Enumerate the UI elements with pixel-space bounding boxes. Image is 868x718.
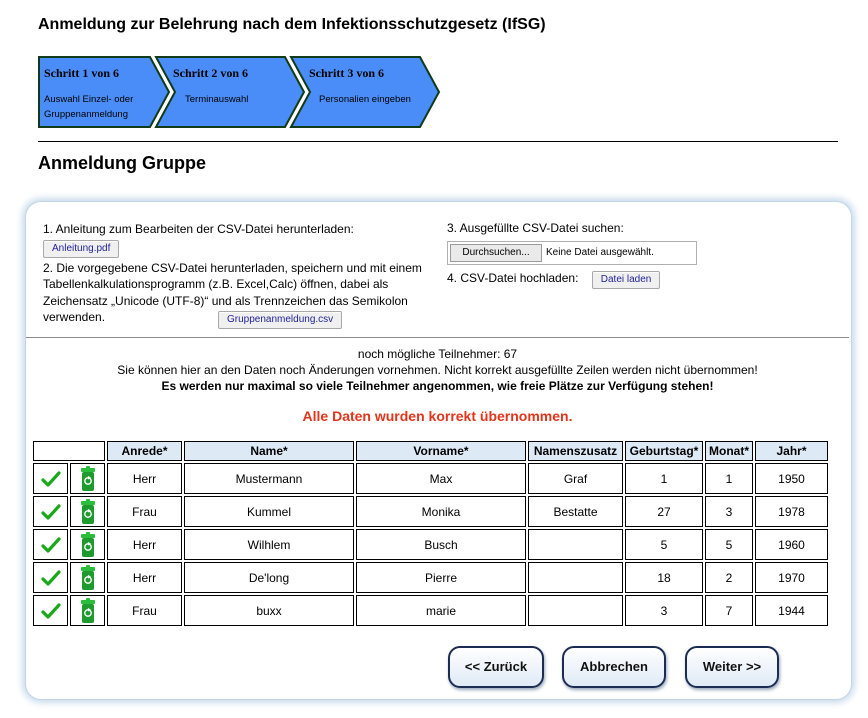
actions-header — [33, 441, 105, 461]
step-3-number: Schritt 3 von 6 — [309, 66, 384, 80]
checkmark-icon — [41, 503, 61, 521]
cell-vorname[interactable]: Busch — [356, 529, 526, 560]
participants-table — [31, 439, 830, 628]
cell-tag[interactable]: 5 — [625, 529, 703, 560]
step-1-desc: Auswahl Einzel- oder Gruppenanmeldung — [44, 94, 134, 120]
row-delete-cell[interactable] — [70, 463, 105, 494]
step1-text: 1. Anleitung zum Bearbeiten der CSV-Datei herunterladen: — [43, 222, 354, 236]
table-row — [33, 463, 828, 494]
section-title: Anmeldung Gruppe — [38, 153, 206, 173]
cell-zusatz[interactable] — [528, 529, 623, 560]
cell-name[interactable]: De'long — [184, 562, 354, 593]
upload-instructions — [43, 221, 423, 326]
page-title: Anmeldung zur Belehrung nach dem Infektionsschutzgesetz (IfSG) — [38, 16, 546, 33]
cell-monat[interactable]: 7 — [705, 595, 753, 626]
edit-note: Sie können hier an den Daten noch Änderungen vornehmen. Nicht korrekt ausgefüllte Zeilen werden nicht übernommen! — [117, 363, 758, 377]
pdf-download-button[interactable]: Anleitung.pdf — [43, 240, 119, 258]
recycle-bin-icon[interactable] — [79, 565, 97, 591]
cell-vorname[interactable]: Max — [356, 463, 526, 494]
browse-button[interactable]: Durchsuchen... — [450, 244, 542, 262]
header-geburtstag: Geburtstag* — [625, 441, 703, 461]
cell-name[interactable]: Mustermann — [184, 463, 354, 494]
cell-anrede[interactable]: Herr — [107, 529, 182, 560]
step-1-number: Schritt 1 von 6 — [44, 66, 119, 80]
cell-anrede[interactable]: Frau — [107, 496, 182, 527]
step-3-desc: Personalien eingeben — [319, 94, 411, 105]
header-anrede: Anrede* — [107, 441, 182, 461]
cell-jahr[interactable]: 1950 — [755, 463, 828, 494]
step-2-number: Schritt 2 von 6 — [173, 66, 248, 80]
header-namenszusatz: Namenszusatz — [528, 441, 623, 461]
step-arrows — [38, 56, 458, 128]
row-delete-cell[interactable] — [70, 562, 105, 593]
checkmark-icon — [41, 470, 61, 488]
table-row — [33, 595, 828, 626]
row-confirm-cell[interactable] — [33, 595, 68, 626]
cell-tag[interactable]: 1 — [625, 463, 703, 494]
step3-text: 3. Ausgefüllte CSV-Datei suchen: — [447, 221, 624, 235]
cell-tag[interactable]: 18 — [625, 562, 703, 593]
header-monat: Monat* — [705, 441, 753, 461]
cell-anrede[interactable]: Frau — [107, 595, 182, 626]
recycle-bin-icon[interactable] — [79, 499, 97, 525]
step-3-arrow — [291, 57, 439, 127]
remaining-participants: noch mögliche Teilnehmer: 67 — [357, 347, 518, 361]
cell-monat[interactable]: 1 — [705, 463, 753, 494]
cell-jahr[interactable]: 1978 — [755, 496, 828, 527]
step-progress — [38, 56, 458, 128]
cell-jahr[interactable]: 1970 — [755, 562, 828, 593]
upload-button[interactable]: Datei laden — [592, 271, 661, 289]
header-jahr: Jahr* — [755, 441, 828, 461]
csv-download-button[interactable]: Gruppenanmeldung.csv — [218, 311, 342, 329]
row-confirm-cell[interactable] — [33, 463, 68, 494]
step-2-desc: Terminauswahl — [185, 94, 249, 105]
cell-jahr[interactable]: 1960 — [755, 529, 828, 560]
recycle-bin-icon[interactable] — [79, 598, 97, 624]
step-1-arrow — [39, 57, 169, 127]
table-header — [33, 441, 828, 461]
capacity-warning: Es werden nur maximal so viele Teilnehmer angenommen, wie freie Plätze zur Verfügung stehen! — [161, 379, 714, 393]
cancel-button[interactable]: Abbrechen — [562, 646, 666, 688]
table-row — [33, 529, 828, 560]
row-confirm-cell[interactable] — [33, 529, 68, 560]
cell-jahr[interactable]: 1944 — [755, 595, 828, 626]
cell-anrede[interactable]: Herr — [107, 562, 182, 593]
recycle-bin-icon[interactable] — [79, 532, 97, 558]
cell-zusatz[interactable] — [528, 595, 623, 626]
row-delete-cell[interactable] — [70, 595, 105, 626]
cell-name[interactable]: Wilhlem — [184, 529, 354, 560]
back-button[interactable]: << Zurück — [448, 646, 544, 688]
cell-name[interactable]: Kummel — [184, 496, 354, 527]
header-name: Name* — [184, 441, 354, 461]
step4-text: 4. CSV-Datei hochladen: — [447, 271, 579, 285]
step2-text: 2. Die vorgegebene CSV-Datei herunterladen, speichern und mit einem Tabellenkalkulationsprogramm (z.B. Excel,Calc) öffnen, dabei als Zeichensatz „Unicode (UTF-8)“ und als Trennzeichen das Semikolon verwenden. — [43, 260, 422, 324]
header-vorname: Vorname* — [356, 441, 526, 461]
table-row — [33, 496, 828, 527]
checkmark-icon — [41, 569, 61, 587]
row-delete-cell[interactable] — [70, 496, 105, 527]
file-status: Keine Datei ausgewählt. — [546, 247, 654, 258]
next-button[interactable]: Weiter >> — [685, 646, 779, 688]
cell-zusatz[interactable] — [528, 562, 623, 593]
row-confirm-cell[interactable] — [33, 496, 68, 527]
recycle-bin-icon[interactable] — [79, 466, 97, 492]
cell-vorname[interactable]: Monika — [356, 496, 526, 527]
checkmark-icon — [41, 602, 61, 620]
cell-vorname[interactable]: Pierre — [356, 562, 526, 593]
cell-vorname[interactable]: marie — [356, 595, 526, 626]
cell-monat[interactable]: 5 — [705, 529, 753, 560]
cell-zusatz[interactable]: Graf — [528, 463, 623, 494]
cell-zusatz[interactable]: Bestatte — [528, 496, 623, 527]
row-delete-cell[interactable] — [70, 529, 105, 560]
cell-monat[interactable]: 3 — [705, 496, 753, 527]
cell-tag[interactable]: 27 — [625, 496, 703, 527]
cell-tag[interactable]: 3 — [625, 595, 703, 626]
success-message: Alle Daten wurden korrekt übernommen. — [302, 408, 573, 424]
cell-monat[interactable]: 2 — [705, 562, 753, 593]
upload-controls — [447, 221, 747, 285]
row-confirm-cell[interactable] — [33, 562, 68, 593]
step-2-arrow — [156, 57, 304, 127]
file-input[interactable] — [447, 241, 697, 265]
table-row — [33, 562, 828, 593]
cell-name[interactable]: buxx — [184, 595, 354, 626]
panel-separator — [26, 337, 849, 338]
cell-anrede[interactable]: Herr — [107, 463, 182, 494]
divider — [38, 141, 838, 142]
checkmark-icon — [41, 536, 61, 554]
